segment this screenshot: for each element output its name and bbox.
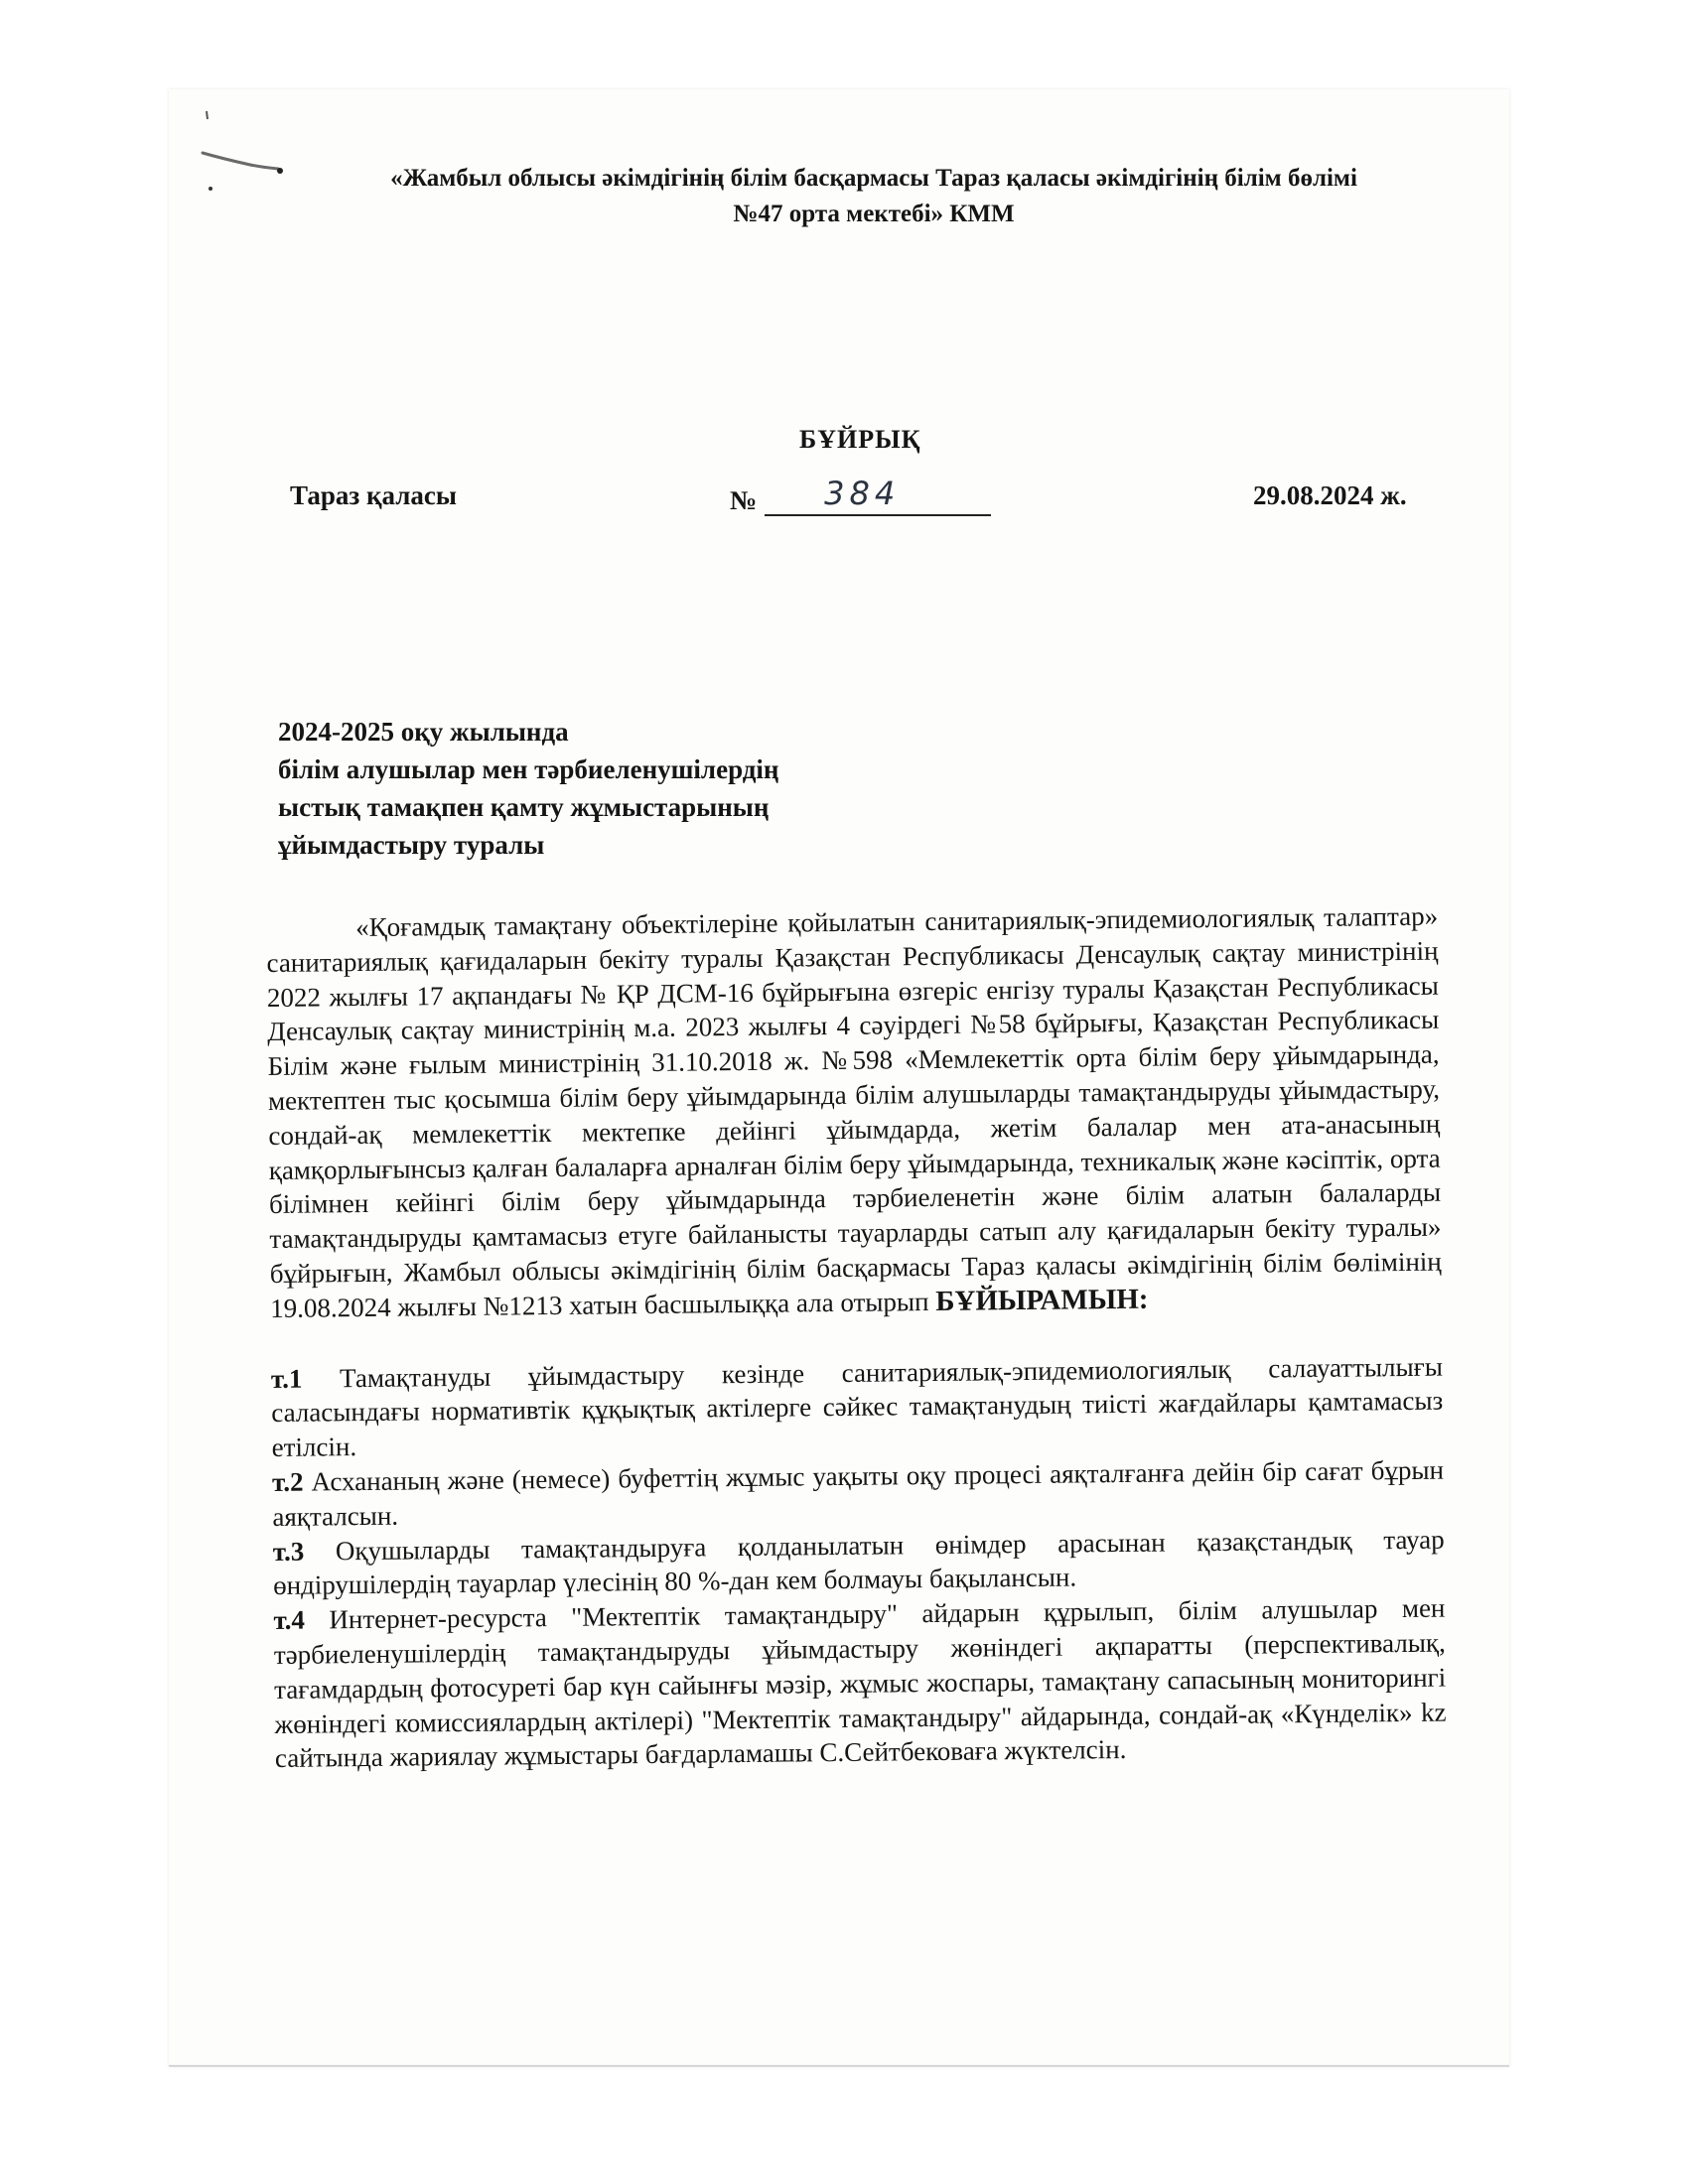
order-item-4-text: Интернет-ресурста "Мектептік тамақтандыру" айдарын құрылып, білім алушылар мен тәрбиеленушілердің тамақтандыруды ұйымдастыру жөніндегі ақпаратты (перспективалық, тағамдардың фотосуреті бар күн сайынғы мәзір, жұмыс жоспары, тамақтану сапасының мониторингі жөніндегі комиссиялардың актілері) "Мектептік тамақтандыру" айдарында, сондай-ақ «Күнделік» kz сайтында жариялау жұмыстары бағдарламашы С.Сейтбековаға жүктелсін. <box>273 1592 1447 1774</box>
issue-date: 29.08.2024 ж. <box>1253 480 1407 510</box>
order-subject-line2: білім алушылар мен тәрбиеленушілердің <box>278 754 779 784</box>
order-subject-line1: 2024-2025 оқу жылында <box>278 717 569 747</box>
order-item-1-text: Тамақтануды ұйымдастыру кезінде санитариялық-эпидемиологиялық салауаттылығы саласындағы нормативтік құқықтық актілерге сәйкес тамақтанудың тиісті жағдайлары қамтамасыз етілсін. <box>271 1351 1444 1463</box>
preamble-paragraph <box>266 899 1442 1326</box>
order-number <box>730 475 991 516</box>
order-subject-line3: ыстық тамақпен қамту жұмыстарының <box>278 792 770 822</box>
order-item-2-label: т.2 <box>271 1466 304 1497</box>
order-subject <box>278 713 778 864</box>
order-item-4-label: т.4 <box>273 1604 306 1636</box>
organization-header-line1: «Жамбыл облысы әкімдігінің білім басқармасы Тараз қаласы әкімдігінің білім бөлімі <box>390 165 1357 192</box>
order-number-line <box>765 475 991 516</box>
order-number-label: № <box>730 485 758 515</box>
order-word: БҰЙЫРАМЫН: <box>935 1283 1149 1317</box>
order-item-3-label: т.3 <box>272 1536 305 1567</box>
order-number-value: 384 <box>824 475 901 512</box>
document-title: БҰЙРЫҚ <box>799 425 921 454</box>
order-item-1 <box>271 1349 1444 1465</box>
order-body <box>266 899 1447 1776</box>
order-item-3-text: Оқушыларды тамақтандыруға қолданылатын өнімдер арасынан қазақстандық тауар өндірушілердің тауарлар үлесінің 80 %-дан кем болмауы бақылансын. <box>272 1524 1445 1601</box>
order-item-3 <box>273 1522 1446 1603</box>
order-subject-line4: ұйымдастыру туралы <box>278 830 545 860</box>
order-item-1-label: т.1 <box>270 1363 303 1394</box>
organization-header <box>228 161 1519 232</box>
order-item-2-text: Асхананың және (немесе) буфеттің жұмыс уақыты оқу процесі аяқталғанға дейін бір сағат бұрын аяқталсын. <box>272 1454 1445 1532</box>
organization-header-line2: №47 орта мектебі» КММ <box>733 201 1015 227</box>
preamble-text: «Қоғамдық тамақтану объектілеріне қойылатын санитариялық-эпидемиологиялық талаптар» санитариялық қағидаларын бекіту туралы Қазақстан Республикасы Денсаулық сақтау министрінің 2022 жылғы 17 ақпандағы № ҚР ДСМ-16 бұйрығына өзгеріс енгізу туралы Қазақстан Республикасы Денсаулық сақтау министрінің м.а. 2023 жылғы 4 сәуірдегі №58 бұйрығы, Қазақстан Республикасы Білім және ғылым министрінің 31.10.2018 ж. №598 «Мемлекеттік орта білім беру ұйымдарында, мектептен тыс қосымша білім беру ұйымдарында білім алушыларды тамақтандыруды ұйымдастыру, сондай-ақ мемлекеттік мектепке дейінгі ұйымдарда, жетім балалар мен ата-анасының қамқорлығынсыз қалған балаларға арналған білім беру ұйымдарында, техникалық және кәсіптік, орта білімнен кейінгі білім беру ұйымдарында тәрбиеленетін және білім алатын балаларды тамақтандыруды қамтамасыз етуге байланысты тауарларды сатып алу қағидаларын бекіту туралы» бұйрығын, Жамбыл облысы әкімдігінің білім басқармасы Тараз қаласы әкімдігінің білім бөлімінің 19.08.2024 жылғы №1213 хатын басшылыққа ала отырып <box>266 900 1442 1323</box>
order-item-4 <box>273 1591 1447 1776</box>
issue-city: Тараз қаласы <box>290 480 457 510</box>
order-item-2 <box>272 1453 1445 1535</box>
